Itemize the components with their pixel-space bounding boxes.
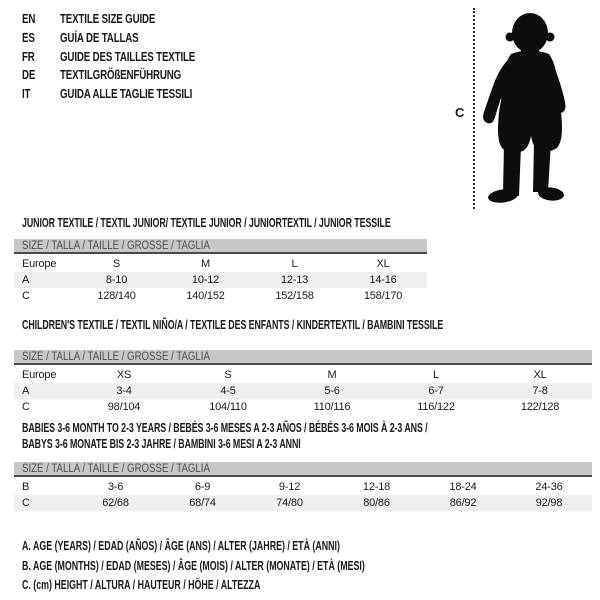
size-bar: SIZE / TALLA / TAILLE / GRÖSSE / TAGLIA (14, 350, 592, 365)
region-header-cell: Europe (22, 258, 57, 270)
table-header-row (14, 367, 592, 383)
language-title-block (22, 10, 233, 104)
table-row (14, 272, 427, 288)
cell-value: 98/104 (107, 401, 141, 413)
cell-value: 5-6 (324, 385, 340, 397)
cell-value: 74/80 (276, 497, 303, 509)
cell-value: 104/110 (209, 401, 247, 413)
cell-value: 122/128 (520, 401, 560, 413)
language-guide-title: TEXTILE SIZE GUIDE (60, 12, 156, 26)
cell-value: 14-16 (369, 274, 397, 286)
cell-value: 3-4 (116, 385, 132, 397)
junior-size-table (14, 256, 427, 304)
row-label: B (22, 481, 30, 493)
size-header-cell: S (112, 258, 121, 270)
cell-value: 12-13 (280, 274, 309, 286)
cell-value: 152/158 (275, 290, 314, 302)
size-header-cell: XS (116, 369, 132, 381)
cell-value: 9-12 (278, 481, 301, 493)
children-section-title: CHILDREN'S TEXTILE / TEXTIL NIÑO/A / TEXTILE DES ENFANTS / KINDERTEXTIL / BAMBINI TESSILE (22, 317, 444, 332)
language-code: DE (22, 68, 36, 83)
language-guide-title: GUIDA ALLE TAGLIE TESSILI (60, 87, 193, 102)
cell-value: 4-5 (220, 385, 236, 397)
cell-value: 18-24 (449, 481, 477, 493)
size-header-cell: S (224, 369, 232, 381)
measurement-legend (22, 536, 526, 595)
cell-value: 62/68 (102, 497, 129, 509)
language-code: EN (22, 12, 36, 26)
size-header-cell: L (291, 258, 298, 270)
cell-value: 3-6 (107, 481, 124, 493)
size-header-cell: L (433, 369, 439, 381)
row-label: C (22, 497, 30, 509)
language-row (22, 85, 233, 104)
babies-section-title: BABIES 3-6 MONTH TO 2-3 YEARS / BEBÉS 3-6 MESES A 2-3 AÑOS / BÉBÉS 3-6 MOIS À 2-3 ANS / BABYS 3-6 MONATE BIS 2-3 JAHRE / BAMBINI 3-6 MESI A 2-3 ANNI (22, 420, 428, 451)
height-measure-dotted-line (473, 8, 475, 209)
cell-value: 7-8 (532, 385, 548, 397)
row-label: A (22, 385, 30, 397)
cell-value: 110/116 (313, 401, 351, 413)
cell-value: 10-12 (191, 274, 220, 286)
cell-value: 158/170 (363, 290, 403, 302)
table-row (14, 495, 592, 511)
language-guide-title: TEXTILGRÖßENFÜHRUNG (60, 68, 182, 83)
babies-size-table (14, 479, 592, 511)
toddler-silhouette-icon (478, 6, 573, 206)
row-label: C (22, 401, 30, 413)
table-row (14, 479, 592, 495)
language-code: IT (22, 87, 31, 102)
language-code: ES (22, 30, 35, 45)
cell-value: 6-9 (194, 481, 211, 493)
cell-value: 80/86 (363, 497, 390, 509)
cell-value: 116/122 (417, 401, 455, 413)
size-header-cell: M (327, 369, 337, 381)
size-header-cell: XL (533, 369, 547, 381)
cell-value: 92/98 (535, 497, 563, 509)
table-row (14, 399, 592, 415)
size-bar: SIZE / TALLA / TAILLE / GRÖSSE / TAGLIA (14, 239, 427, 254)
language-guide-title: GUÍA DE TALLAS (60, 30, 139, 45)
junior-section-title: JUNIOR TEXTILE / TEXTIL JUNIOR/ TEXTILE JUNIOR / JUNIORTEXTIL / JUNIOR TESSILE (22, 215, 391, 230)
size-header-cell: M (201, 258, 210, 270)
row-label: C (22, 290, 30, 302)
language-guide-title: GUIDE DES TAILLES TEXTILE (60, 49, 196, 64)
language-code: FR (22, 49, 35, 64)
children-size-table (14, 367, 592, 415)
region-header-cell: Europe (22, 369, 57, 381)
language-row (22, 48, 233, 67)
legend-line-b: B. AGE (MONTHS) / EDAD (MESES) / ÂGE (MOIS) / ALTER (MONATE) / ETÀ (MESI) (22, 557, 365, 573)
table-row (14, 383, 592, 399)
size-bar: SIZE / TALLA / TAILLE / GRÖSSE / TAGLIA (14, 462, 592, 477)
cell-value: 12-18 (362, 481, 391, 493)
table-header-row (14, 256, 427, 272)
legend-line-a: A. AGE (YEARS) / EDAD (AÑOS) / ÂGE (ANS) / ALTER (JAHRE) / ETÀ (ANNI) (22, 538, 340, 553)
cell-value: 140/152 (186, 290, 225, 302)
row-label: A (22, 274, 30, 286)
cell-value: 86/92 (449, 497, 477, 509)
legend-line-c: C. (cm) HEIGHT / ALTURA / HAUTEUR / HÖHE / ALTEZZA (22, 577, 261, 592)
cell-value: 6-7 (428, 385, 444, 397)
language-row (22, 66, 233, 85)
cell-value: 8-10 (105, 274, 128, 286)
cell-value: 128/140 (97, 290, 136, 302)
cell-value: 24-36 (535, 481, 563, 493)
language-row (22, 29, 233, 48)
size-header-cell: XL (376, 258, 390, 270)
cell-value: 68/74 (189, 497, 216, 509)
table-row (14, 288, 427, 304)
height-measure-label: C (455, 105, 465, 120)
language-row (22, 10, 233, 29)
